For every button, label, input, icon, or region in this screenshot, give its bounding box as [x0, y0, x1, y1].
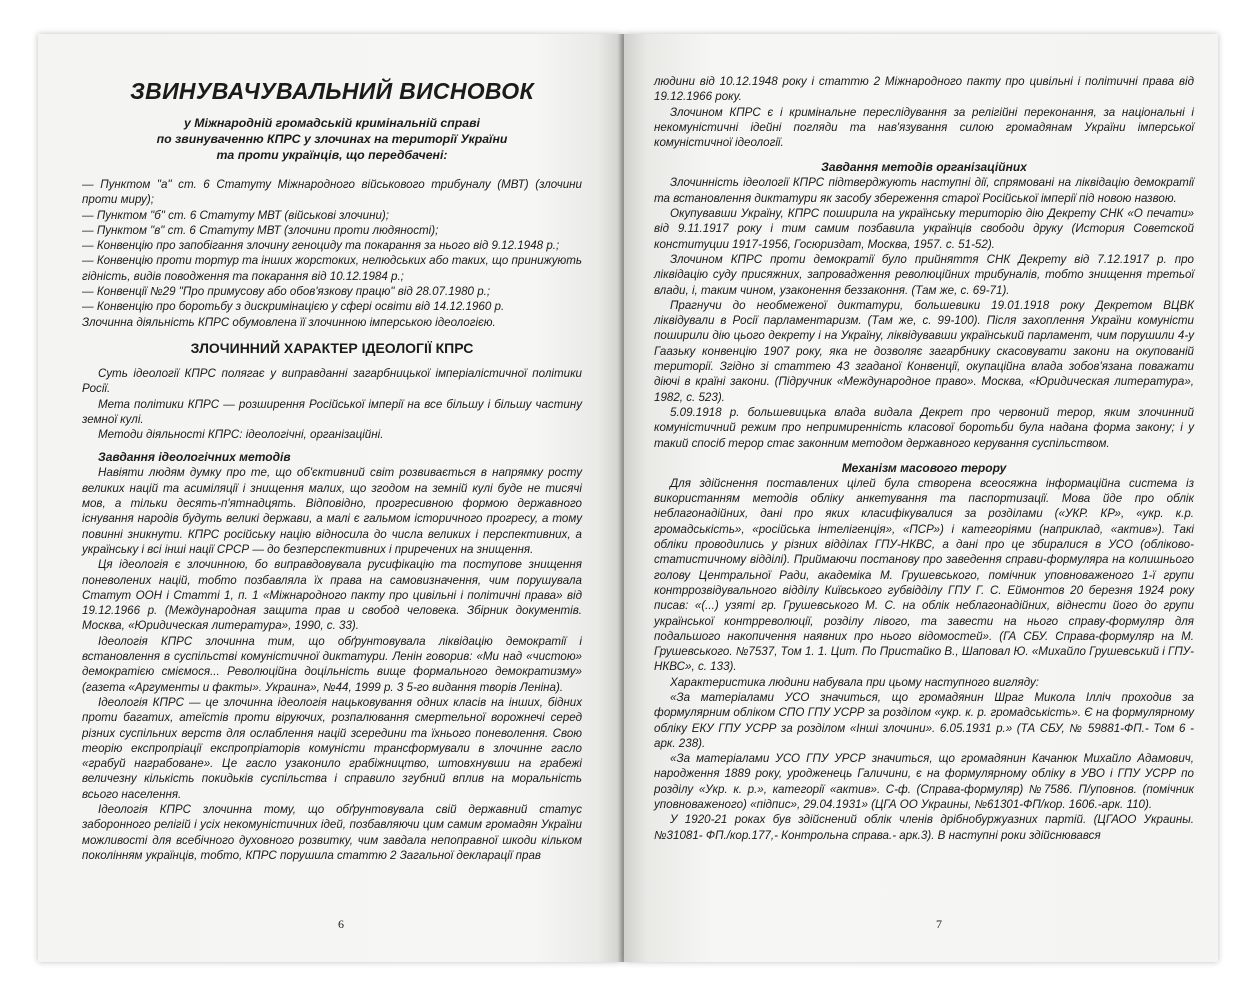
- document-title: ЗВИНУВАЧУВАЛЬНИЙ ВИСНОВОК: [130, 78, 534, 104]
- list-item: — Пунктом "а" ст. 6 Статуту Міжнародного військового трибуналу (МВТ) (злочини проти миру);: [82, 178, 582, 207]
- subtitle-line: по звинуваченню КПРС у злочинах на території України: [156, 132, 508, 146]
- list-item: — Пунктом "б" ст. 6 Статуту МВТ (військові злочини);: [82, 208, 389, 222]
- list-item: — Пунктом "в" ст. 6 Статуту МВТ (злочини проти людяності);: [82, 223, 439, 237]
- paragraph: Характеристика людини набувала при цьому наступного вигляду:: [670, 675, 1040, 689]
- paragraph: Навіяти людям думку про те, що об'єктивний світ розвивається в напрямку росту великих націй та асиміляції і знищення малих, що згодом на земній кулі буде не тисячі мов, а тільки десять-п'ятнадцять. Відповідно, прогресивною формою державного існування народів будуть великі держави, а малі є гальмом історичного прогресу, а тому повинні зникнути. КПРС російську націю відносила до числа великих і перспективних, а українську і всі інші нації СРСР — до безперспективних і приречених на знищення.: [82, 466, 582, 556]
- paragraph: Злочином КПРС проти демократії було прийняття СНК Декрету від 7.12.1917 р. про ліквідацію суду присяжних, запровадження революційних трибуналів, тобто знищення третьої влади, і, таким чином, узаконення беззаконня. (Там же, с. 69-71).: [654, 252, 1194, 297]
- right-page-content: [654, 74, 1194, 843]
- left-page: [38, 34, 622, 962]
- list-item: — Конвенцію про боротьбу з дискримінацією у сфері освіти від 14.12.1960 р.: [82, 300, 505, 314]
- subsection-title: Завдання ідеологічних методів: [98, 450, 291, 465]
- subtitle-line: у Міжнародній громадській кримінальній справі: [184, 116, 480, 130]
- paragraph: Ця ідеологія є злочинною, бо виправдовувала русифікацію та поступове знищення поневолених націй, тобто позбавляла їх права на самовизначення, чим порушувала Статут ООН і Статті 1, п. 1 «Міжнародного пакту про цивільні і політичні права» від 19.12.1966 р. (Международная защита прав и свобод человека. Збірник документів. Москва, «Юридическая литература», 1990, с. 33).: [82, 558, 582, 633]
- paragraph: Мета політики КПРС — розширення Російської імперії на все більшу і більшу частину земної кулі.: [82, 397, 582, 426]
- quote-paragraph: «За матеріалами УСО ГПУ УРСР значиться, що громадянин Качанюк Михайло Адамович, народження 1889 року, уродженець Галичини, є на формулярному обліку в УВО і ГПУ УСРР по розділу «Укр. к. р.», категорії «актив». С-ф. (Справа-формуляр) №7586. П/уповнов. (помічник уповноваженого) «підпис», 29.04.1931» (ЦГА ОО Украины, №61301-ФП/кор. 1606.-арк. 110).: [654, 752, 1194, 812]
- document-subtitle: [82, 115, 582, 163]
- right-page: [624, 34, 1218, 962]
- paragraph: Злочином КПРС є і кримінальне переслідування за релігійні переконання, за національні і некомуністичні ідейні погляди та нав'язування силою громадянам України імперської комуністичної ідеології.: [654, 105, 1194, 150]
- section-title: ЗЛОЧИННИЙ ХАРАКТЕР ІДЕОЛОГІЇ КПРС: [190, 339, 474, 356]
- booklet-spread: [38, 34, 1218, 964]
- page-number: 7: [936, 917, 942, 931]
- left-page-content: [82, 78, 582, 863]
- paragraph: Ідеологія КПРС — це злочинна ідеологія нацьковування одних класів на інших, бідних проти багатих, атеїстів проти віруючих, розпалювання смертельної ворожнечі серед різних суспільних верств для ослаблення націй зсередини та їхнього поневолення. Свою теорію експропріації експропріаторів комуністи трансформували в злочинне гасло «грабуй награбоване». Це гасло узаконило грабіжництво, штовхнувши на грабежі величезну кількість покидьків суспільства і справило згубний вплив на моральність всього населення.: [82, 695, 582, 801]
- section-title: Механізм масового терору: [841, 460, 1007, 475]
- paragraph: У 1920-21 роках був здійснений облік членів дрібнобуржуазних партій. (ЦГАОО Украины. №31081- ФП./кор.177,- Контрольна справа.- арк.3). В наступні роки здійснювався: [654, 813, 1194, 842]
- paragraph: Ідеологія КПРС злочинна тому, що обґрунтовувала свій державний статус заборонного релігій і усіх некомуністичних ідей, позбавляючи цим самим громадян України можливості для всебічного духовного розвитку, чим завдала непоправної шкоди кільком поколінням українців, тобто, КПРС порушила статтю 2 Загальної декларації прав: [82, 802, 582, 862]
- paragraph: Ідеологія КПРС злочинна тим, що обґрунтовувала ліквідацію демократії і встановлення в суспільстві комуністичної диктатури. Ленін говорив: «Ми над «чистою» демократією сміємося... Революційна доцільність вище формального демократизму» (газета «Аргументы и факты». Украина», №44, 1999 р. 3 5-го видання творів Леніна).: [82, 634, 582, 694]
- list-item: — Конвенції №29 "Про примусову або обов'язкову працю" від 28.07.1980 р.;: [82, 285, 491, 299]
- page-number: 6: [338, 917, 344, 931]
- paragraph: Окупувавши Україну, КПРС поширила на українську територію дію Декрету СНК «О печати» від 9.11.1917 року і тим самим позбавила українців свободи друку (История Советской конституции 1917-1956, Госюриздат, Москва, 1957. с. 51-52).: [654, 207, 1194, 251]
- charges-list: [82, 177, 582, 330]
- subtitle-line: та проти українців, що передбачені:: [216, 148, 448, 162]
- paragraph: Суть ідеології КПРС полягає у виправданні загарбницької імперіалістичної політики Росії.: [82, 366, 582, 396]
- paragraph: людини від 10.12.1948 року і статтю 2 Міжнародного пакту про цивільні і політичні права від 19.12.1966 року.: [654, 75, 1194, 104]
- list-closing: Злочинна діяльність КПРС обумовлена її злочинною імперською ідеологією.: [82, 315, 496, 329]
- list-item: — Конвенцію проти тортур та інших жорстоких, нелюдських або таких, що принижують гідність, видів поводження та покарання від 10.12.1984 р.;: [82, 254, 582, 283]
- list-item: — Конвенцію про запобігання злочину геноциду та покарання за нього від 9.12.1948 р.;: [82, 239, 560, 253]
- paragraph: Прагнучи до необмеженої диктатури, большевики 19.01.1918 року Декретом ВЦВК ліквідували в Росії парламентаризм. (Там же, с. 99-100). Після захоплення України комуністи поширили дію цього декрету і на Україну, ліквідувавши український парламент, чим порушили 4-у Гаазьку конвенцію 1907 року, яка не дозволяє загарбнику скасовувати закони на окупованій території. Згідно зі статтею 43 згаданої Конвенції, окупаційна влада зобов'язана поважати діючі в країні закони. (Підручник «Международное право». Москва, «Юридическая литература», 1982, с. 523).: [654, 298, 1194, 404]
- section-title: Завдання методів організаційних: [821, 160, 1027, 175]
- paragraph: Методи діяльності КПРС: ідеологічні, організаційні.: [98, 428, 384, 442]
- paragraph: Для здійснення поставлених цілей була створена всеосяжна інформаційна система із використанням методів обліку анкетування та паспортизації. Мова йде про облік неблагонадійних, дані про яких класифікувалися за розділами («УКР. КР», «укр. к.р. громадськість», «російська інтелігенція», «ПСР») і категоріями (наприклад, «актив»). Такі обліки проводились у різних відділах ГПУ-НКВС, а дані про це збиралися в УСО (обліково-статистичному відділі). Приймаючи постанову про заведення справи-формуляра на колишнього голову Центральної Ради, академіка М. Грушевського, помічник уповноваженого 1-ї групи контррозвідувального відділу Київського губвідділу ГПУ Г. С. Еймонтов 20 березня 1924 року писав: «(...) узяті гр. Грушевського М. С. на облік неблагонадійних, віднести його до групи української контрреволюції, розділу лівого, та завести на нього справу-формуляр для подальшого накопичення наявних про нього відомостей». (ГА СБУ. Справа-формуляр на М. Грушевського. №7537, Том 1. 1. Цит. По Пристайко В., Шаповал Ю. «Михайло Грушевський і ГПУ- НКВС», с. 133).: [654, 476, 1194, 674]
- paragraph: Злочинність ідеології КПРС підтверджують наступні дії, спрямовані на ліквідацію демократії та встановлення диктатури як засобу збереження старої Російської імперії під новою назвою.: [654, 176, 1194, 205]
- paragraph: 5.09.1918 р. большевицька влада видала Декрет про червоний терор, яким злочинний комуністичний режим про непримиренність класової боротьби була надана форма закону; і у такий спосіб терор стає законним методом державного керування суспільством.: [654, 405, 1194, 450]
- quote-paragraph: «За матеріалами УСО значиться, що громадянин Шраг Микола Ілліч проходив за формулярним обліком СПО ГПУ УСРР за розділом «укр. к. р. громадськість». Є на формулярному обліку ЕКУ ГПУ УСРР за розділом «Інші злочини». 6.05.1931 р.» (ТА СБУ, № 59881-ФП.- Том 6 - арк. 238).: [654, 690, 1194, 750]
